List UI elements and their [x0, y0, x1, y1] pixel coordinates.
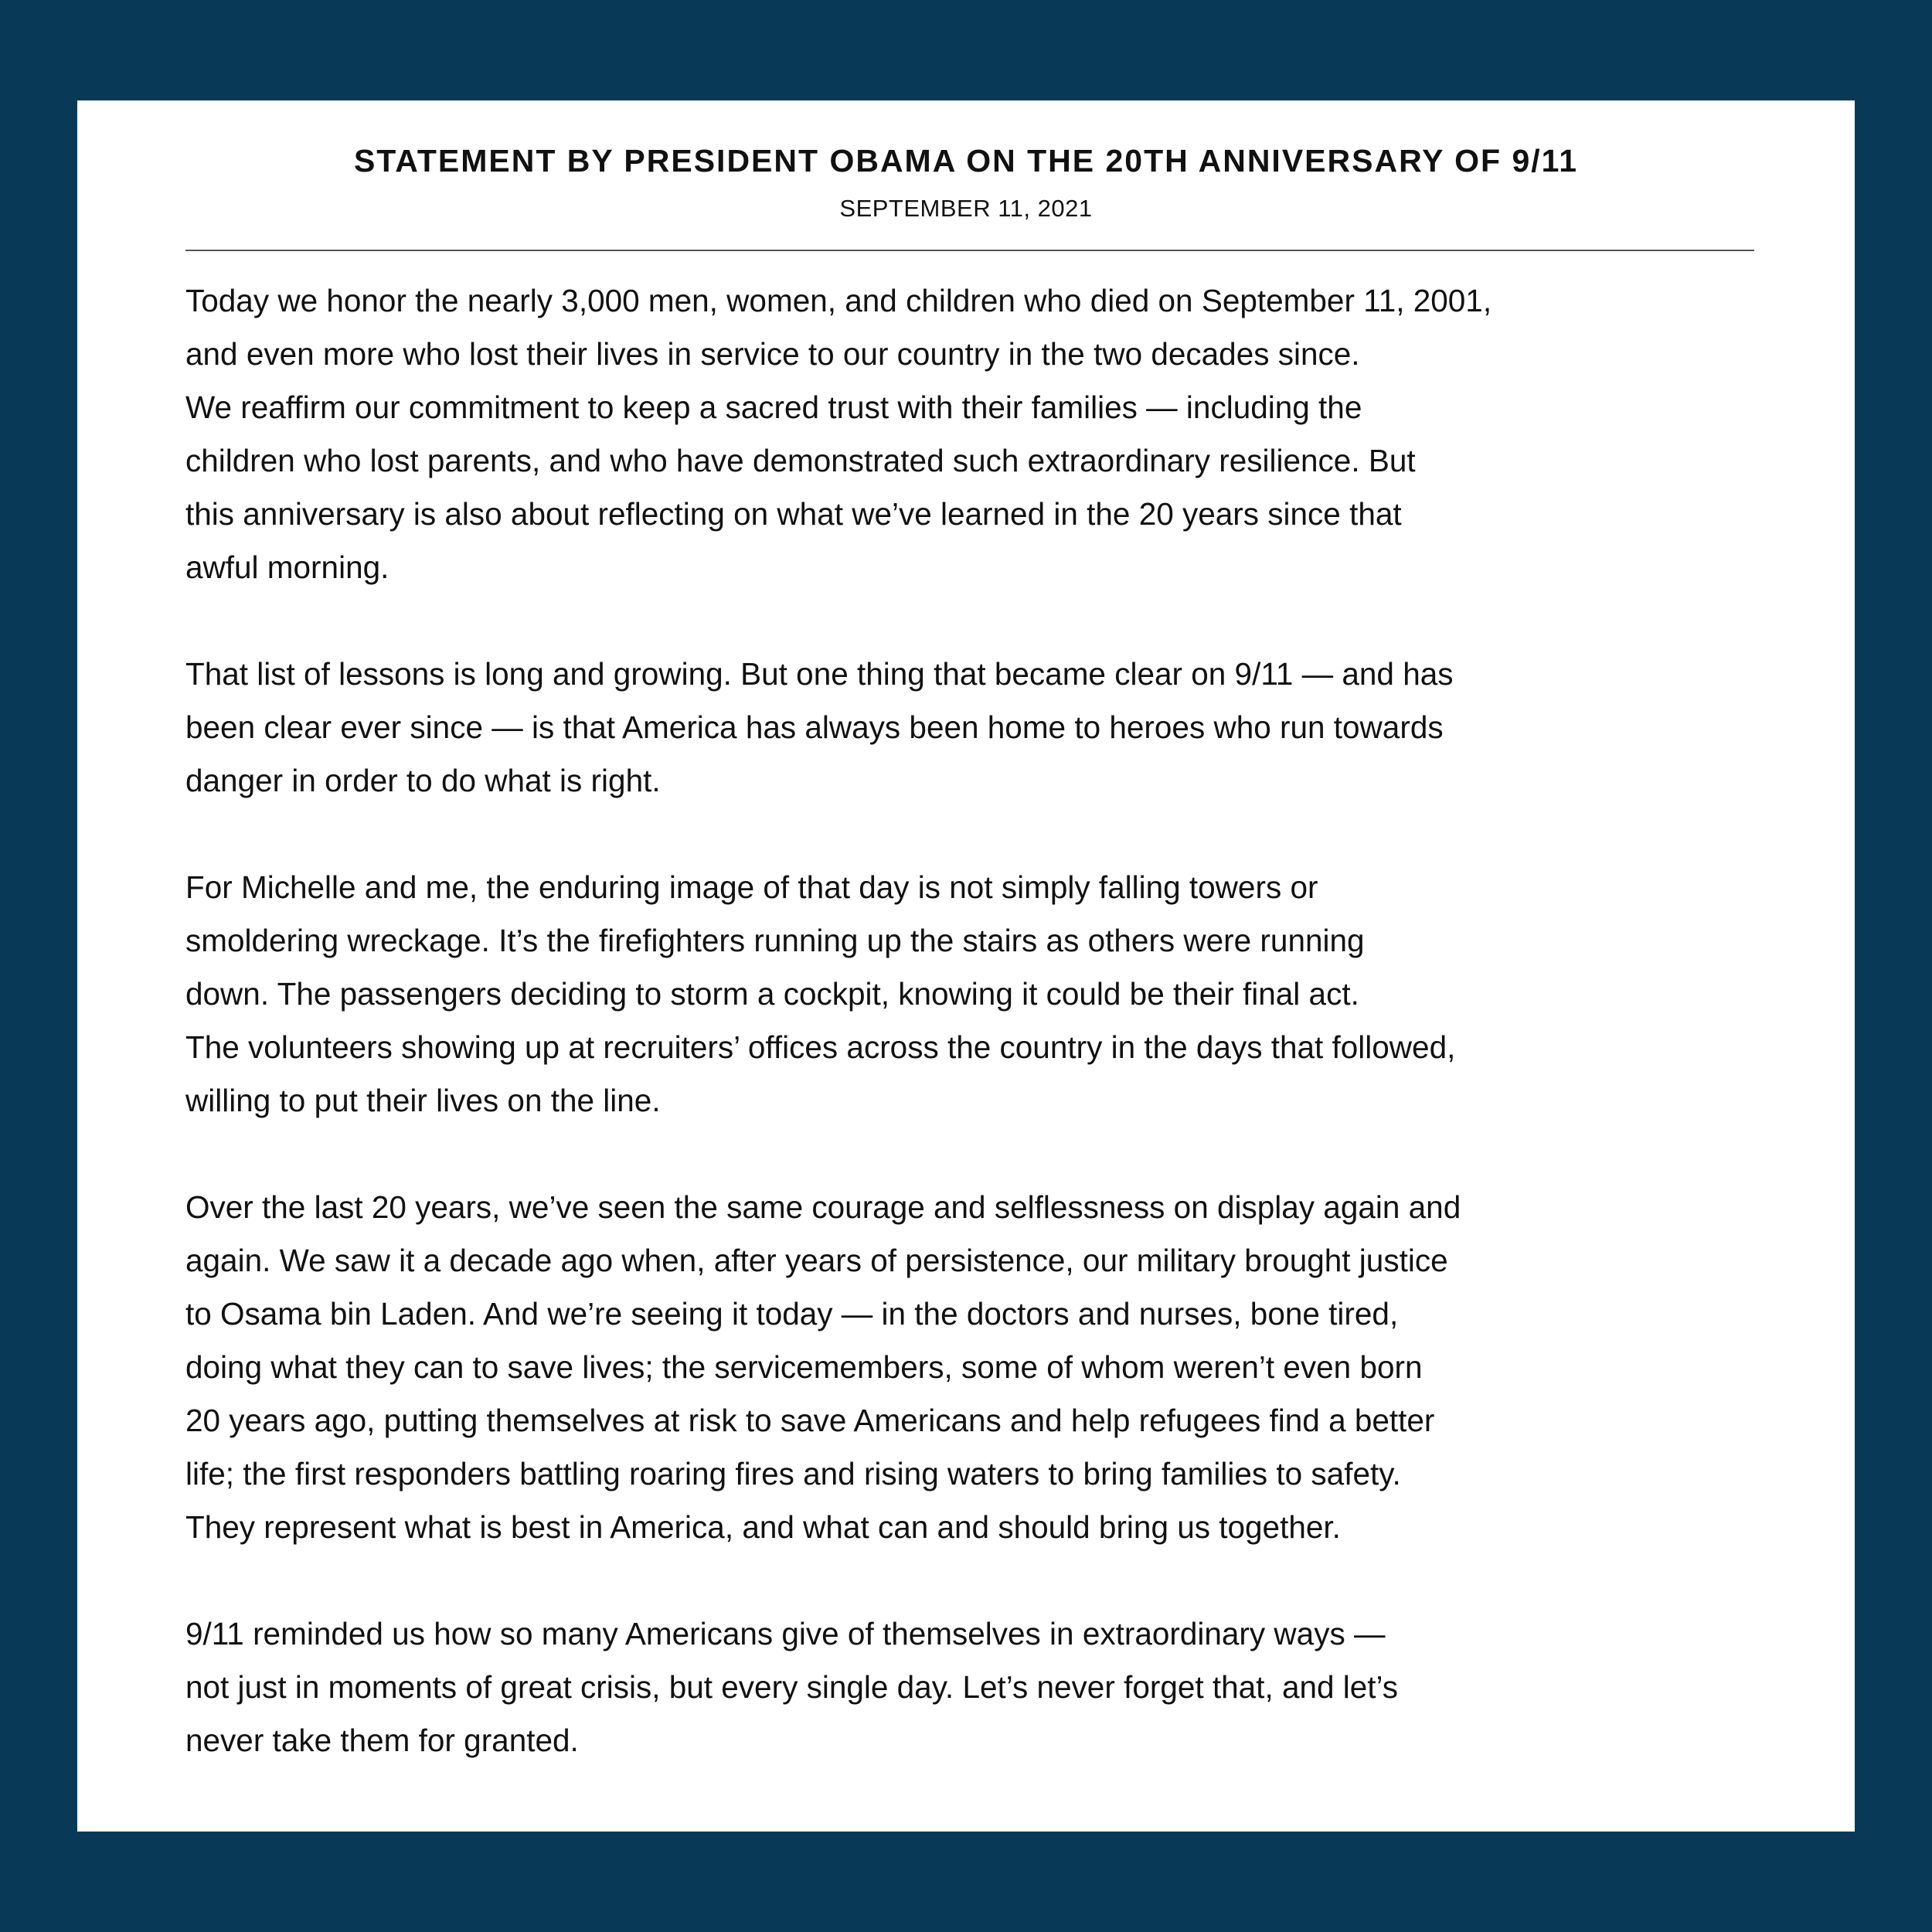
paragraph-line: The volunteers showing up at recruiters’ offices across the country in the days that followed, [185, 1029, 1456, 1065]
paragraph-line: smoldering wreckage. It’s the firefighters running up the stairs as others were running [185, 923, 1365, 958]
header-divider [185, 250, 1754, 251]
paragraph-line: to Osama bin Laden. And we’re seeing it today — in the doctors and nurses, bone tired, [185, 1296, 1399, 1332]
paragraph-line: been clear ever since — is that America has always been home to heroes who run towards [185, 709, 1444, 745]
paragraph-2 [185, 648, 1768, 808]
paragraph-line: this anniversary is also about reflecting on what we’ve learned in the 20 years since that [185, 496, 1402, 532]
paragraph-line: never take them for granted. [185, 1723, 579, 1758]
paragraph-line: not just in moments of great crisis, but every single day. Let’s never forget that, and let’s [185, 1669, 1399, 1705]
paragraph-line: 20 years ago, putting themselves at risk to save Americans and help refugees find a better [185, 1403, 1435, 1438]
paragraph-line: and even more who lost their lives in service to our country in the two decades since. [185, 336, 1360, 372]
paragraph-line: doing what they can to save lives; the servicemembers, some of whom weren’t even born [185, 1349, 1423, 1385]
statement-date: SEPTEMBER 11, 2021 [839, 195, 1093, 222]
paragraph-line: Today we honor the nearly 3,000 men, women, and children who died on September 11, 2001, [185, 283, 1492, 318]
paragraph-3 [185, 861, 1768, 1128]
paragraph-line: down. The passengers deciding to storm a cockpit, knowing it could be their final act. [185, 976, 1359, 1012]
statement-card [77, 100, 1855, 1832]
paragraph-line: danger in order to do what is right. [185, 763, 661, 798]
paragraph-line: They represent what is best in America, and what can and should bring us together. [185, 1509, 1341, 1545]
paragraph-line: again. We saw it a decade ago when, after years of persistence, our military brought justice [185, 1243, 1448, 1278]
paragraph-line: children who lost parents, and who have demonstrated such extraordinary resilience. But [185, 443, 1416, 478]
paragraph-line: willing to put their lives on the line. [185, 1083, 661, 1118]
paragraph-line: 9/11 reminded us how so many Americans give of themselves in extraordinary ways — [185, 1616, 1386, 1651]
paragraph-line: That list of lessons is long and growing. But one thing that became clear on 9/11 — and has [185, 656, 1454, 692]
statement-body [185, 274, 1768, 1821]
paragraph-5 [185, 1607, 1768, 1767]
paragraph-line: Over the last 20 years, we’ve seen the same courage and selflessness on display again and [185, 1189, 1461, 1225]
paragraph-4 [185, 1181, 1768, 1554]
paragraph-line: We reaffirm our commitment to keep a sacred trust with their families — including the [185, 389, 1362, 425]
paragraph-line: awful morning. [185, 549, 389, 585]
paragraph-line: For Michelle and me, the enduring image of that day is not simply falling towers or [185, 869, 1318, 905]
paragraph-line: life; the first responders battling roaring fires and rising waters to bring families to safety. [185, 1456, 1401, 1492]
paragraph-1 [185, 274, 1768, 594]
statement-title: STATEMENT BY PRESIDENT OBAMA ON THE 20TH ANNIVERSARY OF 9/11 [353, 143, 1579, 179]
